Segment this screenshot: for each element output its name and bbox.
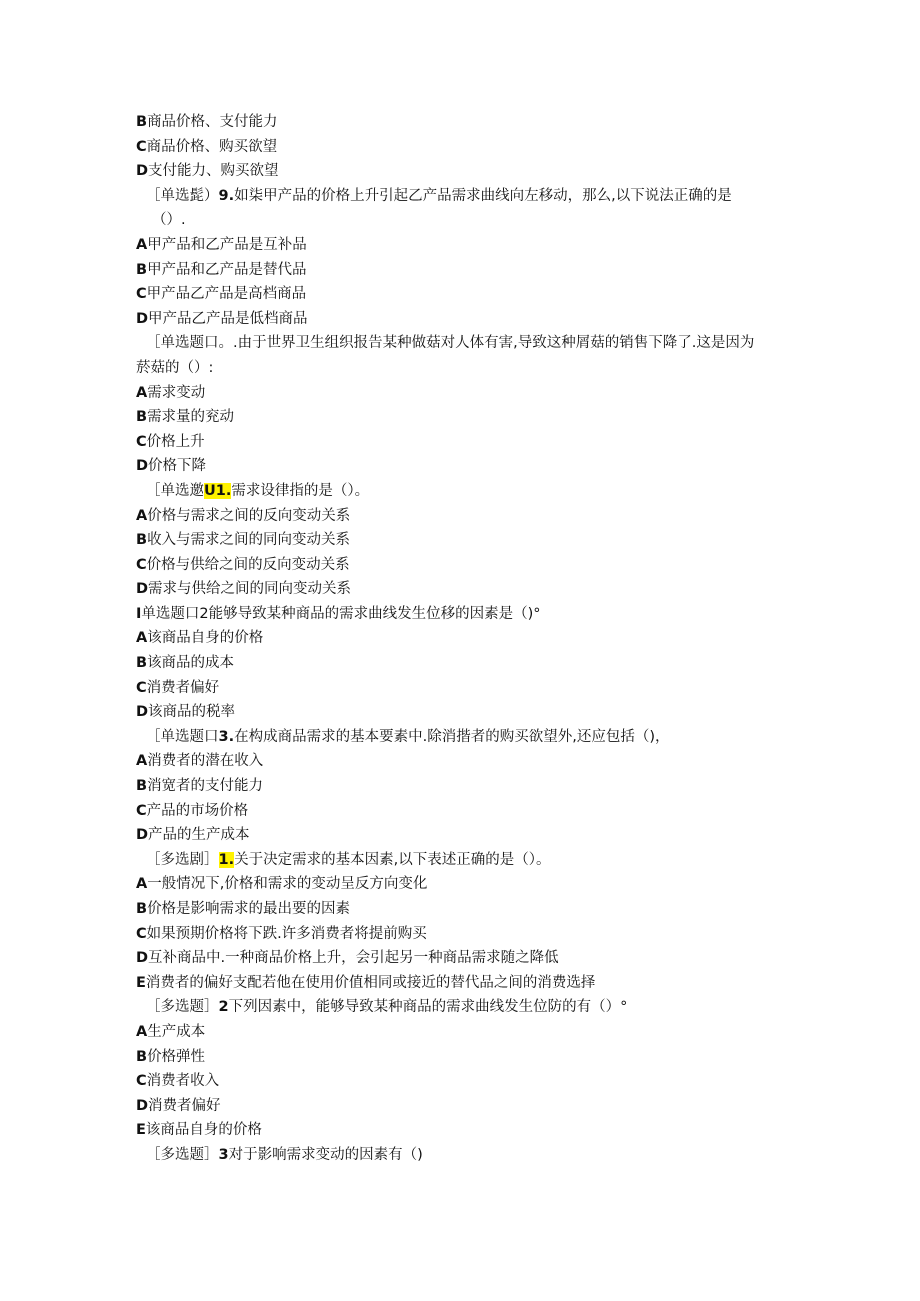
- option-text: 该商品自身的价格: [147, 630, 264, 647]
- option-text: 产品的市场价格: [146, 802, 249, 819]
- option-label: C: [136, 1073, 147, 1090]
- option-text: 产品的生产成本: [148, 827, 250, 844]
- option-text: 价格上升: [146, 433, 205, 450]
- option-text: 甲产品乙产品是高档商品: [146, 286, 307, 303]
- option-line: [136, 700, 796, 725]
- option-text: 如果预期价格将下跌.许多消费者将提前购买: [146, 925, 427, 942]
- question-text: 下列因素中，能够导致某种商品的需求曲线发生位防的有（）°: [228, 999, 628, 1016]
- option-label: C: [136, 802, 147, 819]
- option-text: 消费者收入: [146, 1073, 220, 1090]
- question-list: [136, 110, 796, 1168]
- option-text: 单选题口2能够导致某种商品的需求曲线发生位移的因素是（)°: [141, 605, 541, 622]
- question-line: [136, 995, 796, 1020]
- option-line: [136, 381, 796, 406]
- option-label: D: [136, 1097, 149, 1114]
- question-continuation: [136, 356, 796, 381]
- question-type: ［单选髭）: [146, 187, 219, 204]
- option-label: E: [136, 1122, 146, 1139]
- option-text: 价格与供给之间的反向变动关系: [146, 556, 350, 573]
- question-line: [136, 479, 796, 504]
- option-label: E: [136, 974, 146, 991]
- question-line: [136, 1143, 796, 1168]
- question-text: 关于决定需求的基本因素,以下表述正确的是（）。: [234, 851, 551, 868]
- option-text: 价格是影响需求的最出要的因素: [147, 901, 351, 917]
- question-type: ［单选题口: [146, 728, 219, 745]
- option-label: D: [136, 458, 149, 475]
- option-line: [136, 553, 796, 578]
- question-text: .由于世界卫生组织报告某种做菇对人体有害,导致这种屑菇的销售下降了.这是因为: [233, 335, 755, 352]
- option-text: 消费者的偏好支配若他在使用价值相同或接近的替代品之间的消费选择: [145, 974, 596, 991]
- option-line: [136, 676, 796, 701]
- option-label: D: [136, 827, 149, 844]
- option-text: 消费者偏好: [146, 679, 220, 696]
- option-text: 该商品自身的价格: [145, 1122, 262, 1139]
- option-label: C: [136, 433, 147, 450]
- question-line: [136, 725, 796, 750]
- option-line: [136, 577, 796, 602]
- option-label: A: [136, 753, 148, 770]
- question-text: 对于影响需求变动的因素有（): [228, 1146, 423, 1163]
- option-line: [136, 1020, 796, 1045]
- option-text: 一般情况下,价格和需求的变动呈反方向变化: [147, 876, 428, 893]
- question-type: ［多选题］: [146, 1146, 219, 1163]
- option-label: D: [136, 704, 149, 721]
- option-line: [136, 651, 796, 676]
- question-number: 3: [218, 1146, 229, 1163]
- option-label: A: [136, 236, 148, 253]
- option-line: [136, 774, 796, 799]
- question-line: [136, 184, 796, 209]
- option-text: 需求与供给之间的同向变动关系: [148, 581, 352, 598]
- option-text: 甲产品和乙产品是替代品: [147, 261, 307, 278]
- question-number: 9.: [218, 187, 235, 204]
- question-text: 需求设律指的是（）。: [231, 482, 370, 499]
- option-label: A: [136, 1023, 148, 1040]
- option-text: 消费者的潜在收入: [147, 753, 264, 770]
- question-type: ［多选题］: [146, 999, 219, 1016]
- option-label: C: [136, 556, 147, 573]
- question-type: ［单选邀: [146, 482, 204, 499]
- question-type: ［多选剧］: [146, 851, 219, 868]
- option-line: [136, 626, 796, 651]
- option-label: B: [136, 778, 148, 795]
- option-label: C: [136, 138, 147, 155]
- option-text: 需求量的兖动: [147, 409, 235, 426]
- option-label: B: [136, 532, 148, 549]
- option-line: [136, 897, 796, 922]
- continuation-text: 菸菇的（）:: [136, 359, 214, 376]
- option-text: 商品价格、购买欲望: [146, 138, 278, 155]
- option-label: B: [136, 409, 148, 426]
- option-line: [136, 1045, 796, 1070]
- option-line: [136, 749, 796, 774]
- question-type: ［单选题口。: [146, 335, 233, 352]
- option-text: 价格与需求之间的反向变动关系: [147, 507, 351, 524]
- option-text: 互补商品中.一种商品价格上升，会引起另一种商品需求随之降低: [148, 950, 559, 967]
- option-label: D: [136, 163, 149, 180]
- question-line: [136, 331, 796, 356]
- option-line: [136, 971, 796, 996]
- option-label: D: [136, 950, 149, 967]
- option-label: A: [136, 507, 148, 524]
- question-number: 2: [218, 999, 229, 1016]
- option-label: A: [136, 384, 148, 401]
- option-line: [136, 823, 796, 848]
- option-label: A: [136, 876, 148, 893]
- continuation-text: （）.: [152, 212, 186, 229]
- option-line: [136, 1094, 796, 1119]
- option-label: A: [136, 630, 148, 647]
- question-text: 在构成商品需求的基本要素中.除消揩者的购买欲望外,还应包括（)，: [234, 728, 670, 745]
- option-line: [136, 504, 796, 529]
- option-line: [136, 922, 796, 947]
- option-line: [136, 1069, 796, 1094]
- option-text: 价格弹性: [147, 1048, 206, 1065]
- option-text: 支付能力、购买欲望: [148, 163, 279, 180]
- question-number: 3.: [218, 728, 235, 745]
- option-label: D: [136, 581, 149, 598]
- question-line: [136, 848, 796, 873]
- option-label: B: [136, 114, 148, 130]
- option-line: [136, 602, 796, 627]
- option-line: [136, 1118, 796, 1143]
- highlighted-number: 1.: [218, 851, 235, 868]
- option-label: B: [136, 901, 148, 917]
- option-line: [136, 135, 796, 160]
- option-line: [136, 258, 796, 283]
- option-text: 消宽者的支付能力: [147, 778, 264, 795]
- option-text: 商品价格、支付能力: [147, 114, 278, 130]
- option-line: [136, 405, 796, 430]
- option-label: D: [136, 310, 149, 327]
- option-line: [136, 430, 796, 455]
- option-line: [136, 872, 796, 897]
- option-text: 该商品的税率: [148, 704, 236, 721]
- option-line: [136, 946, 796, 971]
- option-line: [136, 528, 796, 553]
- option-line: [136, 282, 796, 307]
- option-label: I: [136, 605, 142, 622]
- option-line: [136, 159, 796, 184]
- highlighted-number: U1.: [204, 482, 232, 499]
- option-text: 生产成本: [147, 1023, 206, 1040]
- option-text: 甲产品和乙产品是互补品: [147, 236, 307, 253]
- option-text: 甲产品乙产品是低档商品: [148, 310, 308, 327]
- option-text: 价格下降: [148, 458, 207, 475]
- option-text: 需求变动: [147, 384, 206, 401]
- option-line: [136, 799, 796, 824]
- option-line: [136, 454, 796, 479]
- option-line: [136, 110, 796, 135]
- option-text: 收入与需求之间的同向变动关系: [147, 532, 351, 549]
- option-label: C: [136, 925, 147, 942]
- option-line: [136, 233, 796, 258]
- option-text: 消费者偏好: [148, 1097, 221, 1114]
- option-label: B: [136, 261, 148, 278]
- option-label: C: [136, 286, 147, 303]
- option-label: C: [136, 679, 147, 696]
- option-label: B: [136, 1048, 148, 1065]
- option-label: B: [136, 655, 148, 672]
- question-continuation: [136, 208, 796, 233]
- question-text: 如柒甲产品的价格上升引起乙产品需求曲线向左移动，那么,以下说法正确的是: [234, 187, 732, 204]
- option-text: 该商品的成本: [147, 655, 235, 672]
- option-line: [136, 307, 796, 332]
